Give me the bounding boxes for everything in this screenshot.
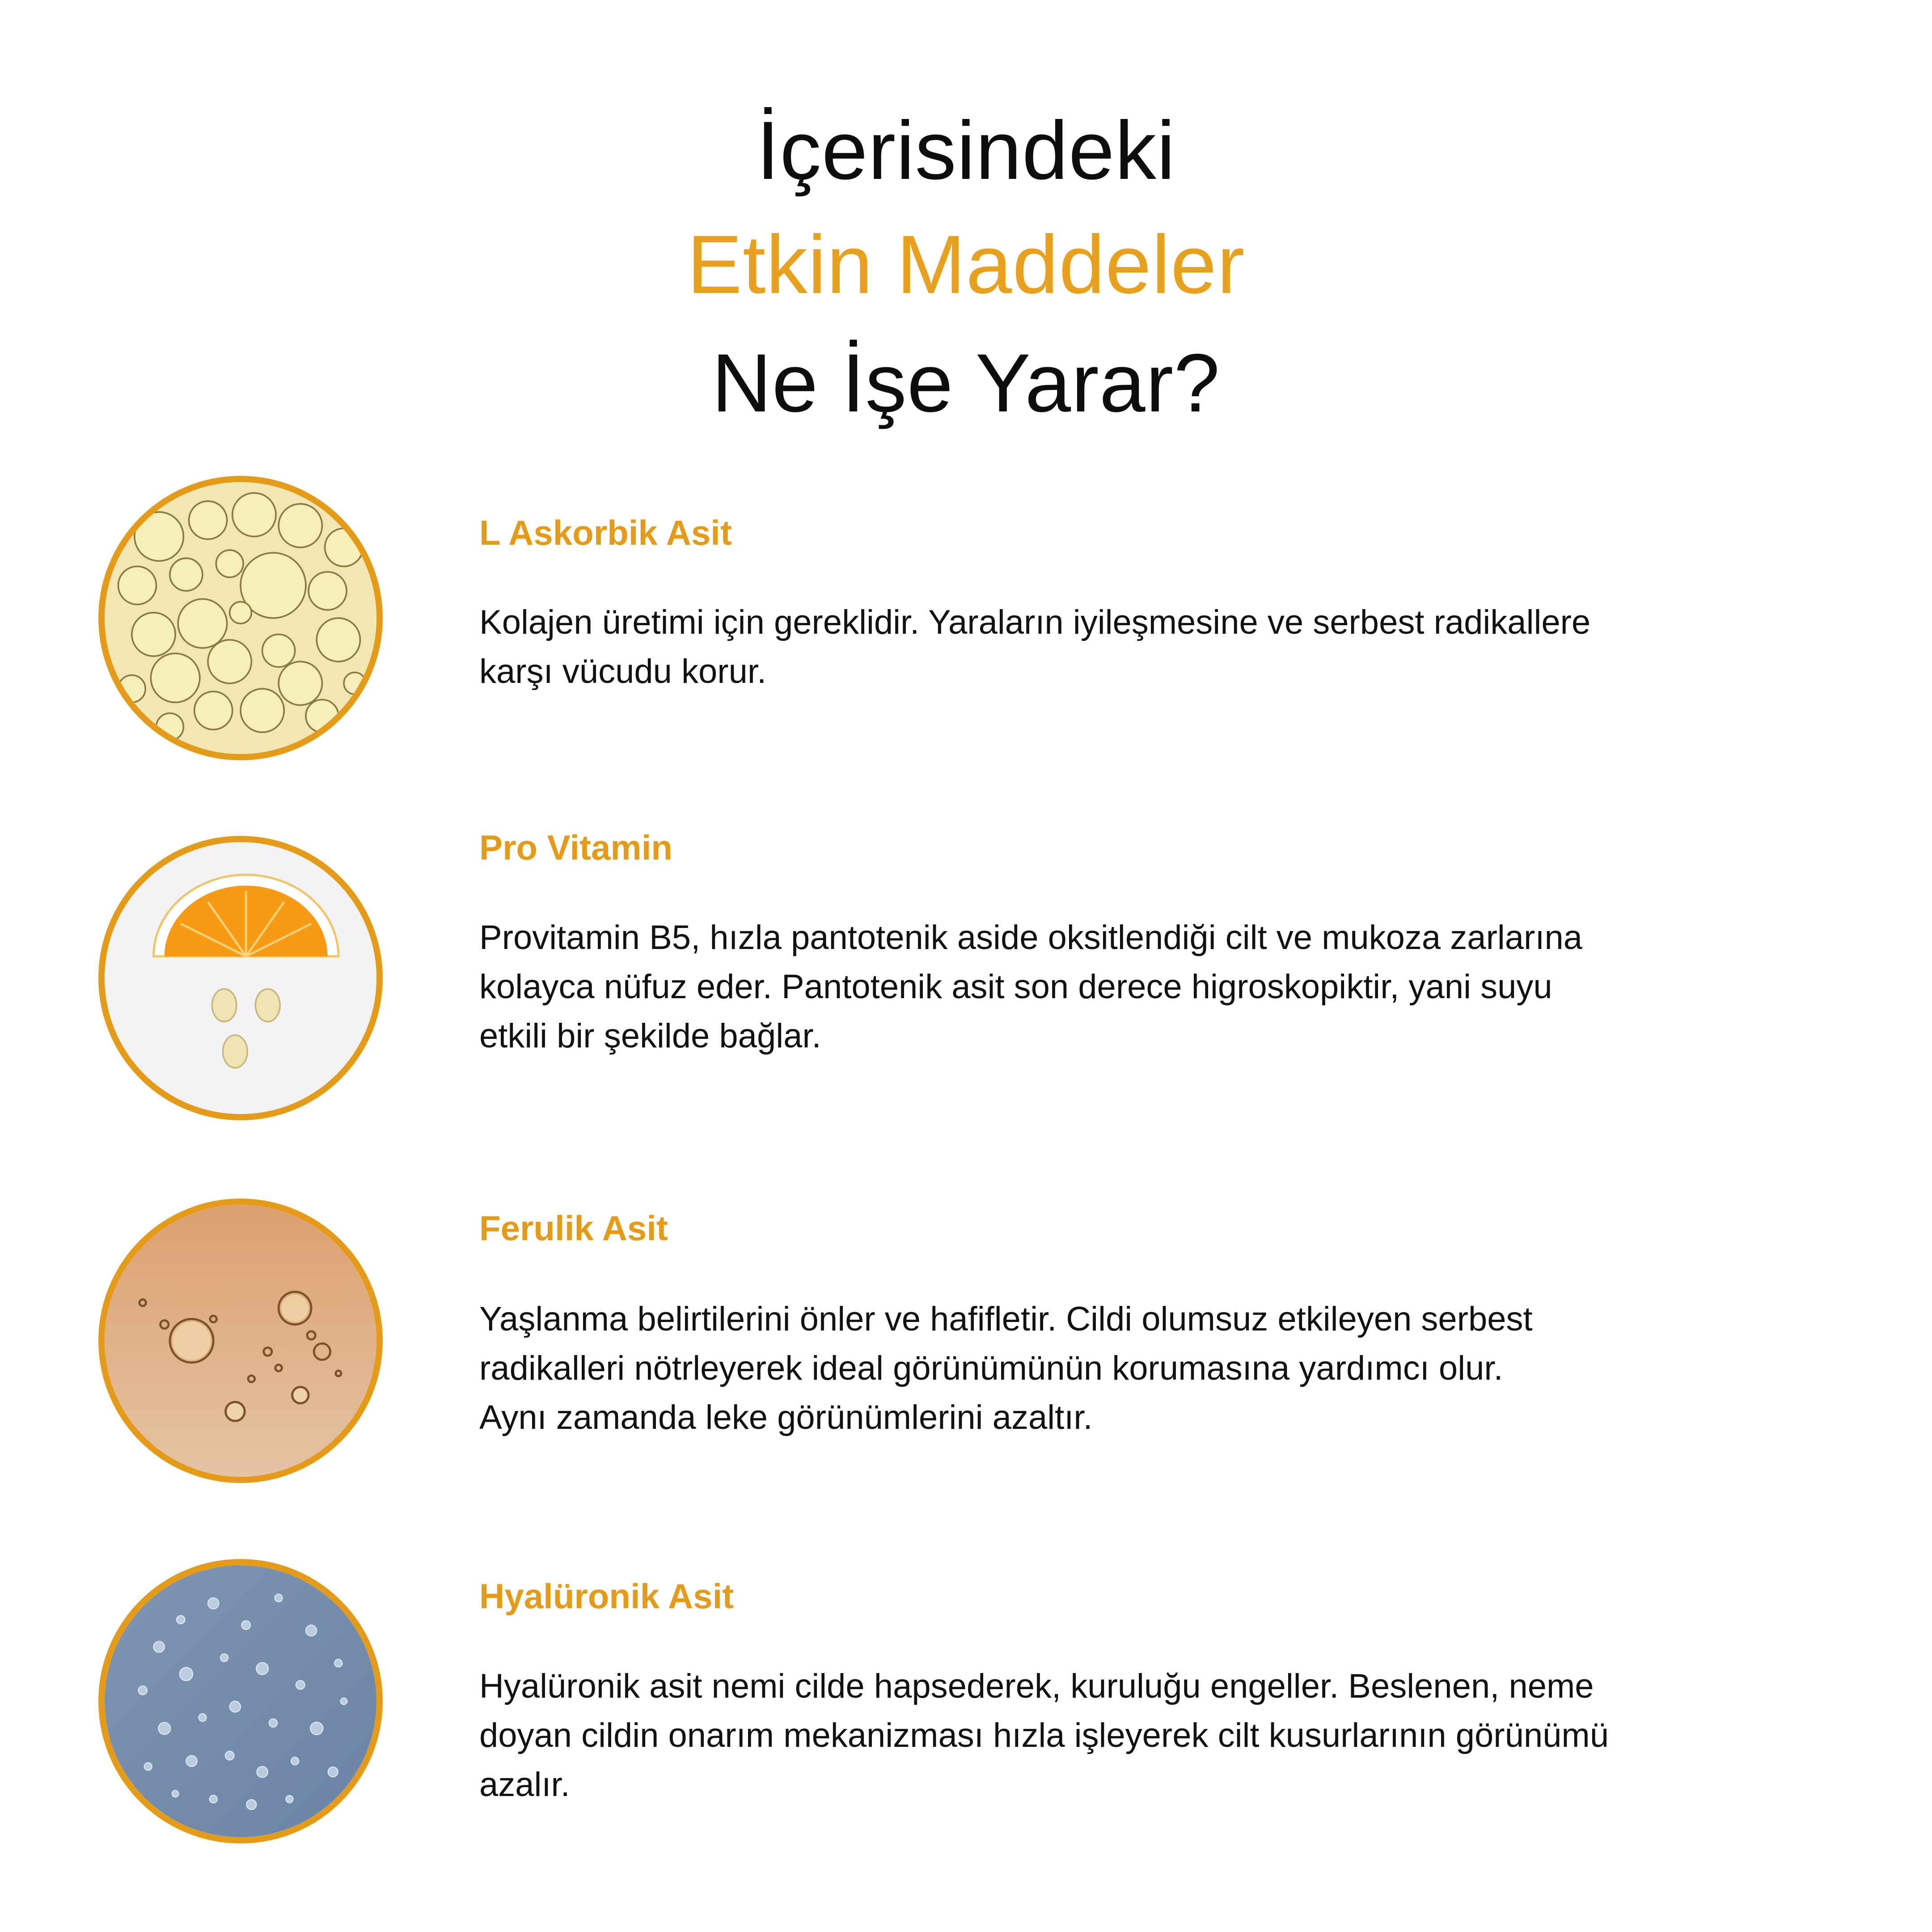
description-line: doyan cildin onarım mekanizması hızla işleyerek cilt kusurlarının görünümü	[479, 1716, 1609, 1754]
description-line: etkili bir şekilde bağlar.	[479, 1017, 821, 1055]
oil-bubbles-icon	[98, 476, 383, 760]
heading-line-2-highlight: Etkin Maddeler	[687, 219, 1245, 311]
description-line: Kolajen üretimi için gereklidir. Yaraların iyileşmesine ve serbest radikallere	[479, 603, 1591, 641]
ingredient-title: Ferulik Asit	[479, 1208, 668, 1248]
orange-slice-capsules-icon	[98, 836, 383, 1120]
ingredient-title: L Askorbik Asit	[479, 513, 732, 552]
serum-droplets-icon	[98, 1199, 383, 1483]
ingredient-title: Pro Vitamin	[479, 828, 673, 867]
ingredient-title: Hyalüronik Asit	[479, 1576, 734, 1616]
description-line: Aynı zamanda leke görünümlerini azaltır.	[479, 1398, 1093, 1436]
description-line: kolayca nüfuz eder. Pantotenik asit son derece higroskopiktir, yani suyu	[479, 968, 1552, 1006]
heading-line-3: Ne İşe Yarar?	[711, 337, 1221, 429]
ingredient-description	[479, 913, 1865, 1061]
heading-line-1: İçerisindeki	[756, 105, 1176, 197]
ingredient-description	[479, 1662, 1865, 1809]
description-line: Yaşlanma belirtilerini önler ve hafifletir. Cildi olumsuz etkileyen serbest	[479, 1300, 1533, 1338]
ingredient-description	[479, 598, 1865, 696]
ingredient-description	[479, 1295, 1865, 1442]
description-line: azalır.	[479, 1766, 570, 1804]
description-line: Hyalüronik asit nemi cilde hapsederek, kuruluğu engeller. Beslenen, neme	[479, 1667, 1594, 1705]
description-line: radikalleri nötrleyerek ideal görünümünün korumasına yardımcı olur.	[479, 1349, 1503, 1387]
description-line: Provitamin B5, hızla pantotenik aside oksitlendiği cilt ve mukoza zarlarına	[479, 919, 1582, 957]
water-bubbles-icon	[98, 1559, 383, 1843]
description-line: karşı vücudu korur.	[479, 652, 767, 691]
